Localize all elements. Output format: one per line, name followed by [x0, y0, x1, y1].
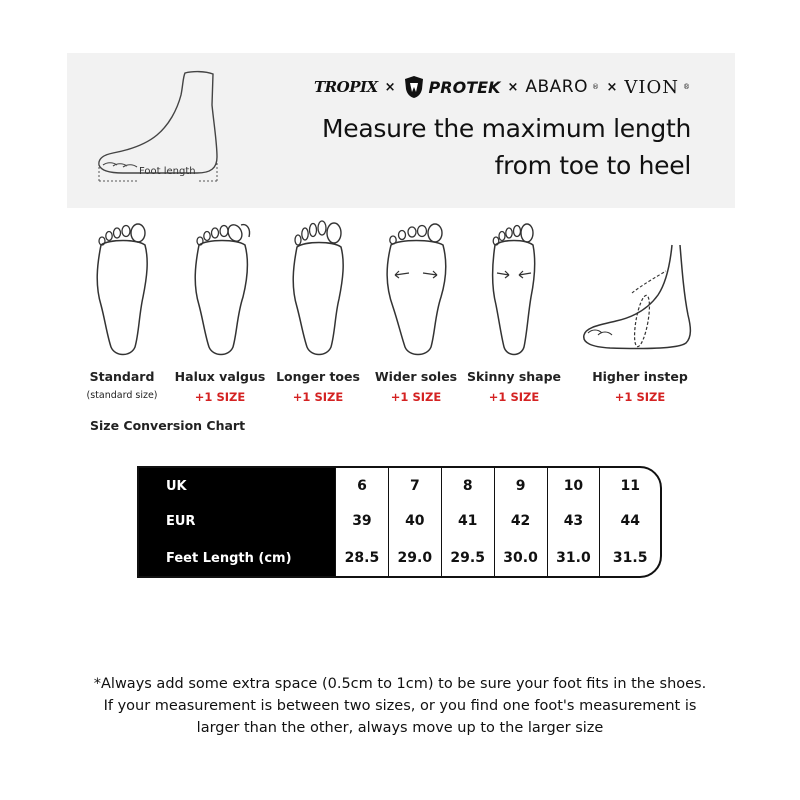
brand-logos [314, 71, 691, 103]
abaro-brand-text: ABARO [525, 77, 588, 97]
protek-brand-text: PROTEK [428, 77, 501, 97]
skinny-shape-foot-icon [479, 215, 549, 360]
row-header: EUR [139, 503, 335, 539]
foot-type-higher-instep [585, 215, 695, 410]
footnote-line-1: *Always add some extra space (0.5cm to 1cm) to be sure your foot fits in the shoes. [93, 676, 707, 692]
foot-type-label: Wider soles [374, 369, 458, 384]
vion-logo [624, 77, 691, 98]
foot-type-label: Skinny shape [466, 369, 562, 384]
brand-separator: × [507, 79, 519, 95]
foot-type-note: (standard size) [86, 390, 158, 401]
table-cell: 44 [599, 503, 660, 539]
foot-type-note: +1 SIZE [292, 390, 344, 404]
table-cell: 31.5 [599, 538, 660, 578]
table-cell: 43 [547, 503, 600, 539]
table-cell: 42 [494, 503, 547, 539]
size-conversion-table [137, 466, 662, 578]
shield-icon [403, 75, 425, 99]
protek-logo [403, 75, 501, 99]
footnote-line-3: larger than the other, always move up to the larger size [196, 720, 604, 736]
table-cell: 29.5 [441, 538, 494, 578]
sizing-footnote [60, 673, 740, 739]
foot-type-note: +1 SIZE [488, 390, 540, 404]
halux-valgus-foot-icon [185, 215, 255, 360]
table-cell: 8 [441, 468, 494, 504]
table-cell: 7 [388, 468, 441, 504]
table-cell: 9 [494, 468, 547, 504]
row-header: UK [139, 468, 335, 504]
wider-soles-foot-icon [381, 215, 451, 360]
longer-toes-foot-icon [283, 215, 353, 360]
table-cell: 6 [335, 468, 388, 504]
foot-type-label: Longer toes [276, 369, 360, 384]
table-row-eur [139, 503, 660, 539]
tropix-brand-text: TROPIX [314, 78, 378, 96]
abaro-logo [525, 77, 599, 97]
vion-brand-text: VION [624, 76, 679, 98]
measurement-panel [67, 53, 735, 208]
table-cell: 31.0 [547, 538, 600, 578]
table-cell: 28.5 [335, 538, 388, 578]
higher-instep-foot-icon [570, 215, 710, 360]
foot-type-halux-valgus [170, 215, 270, 410]
brand-separator: × [606, 79, 618, 95]
table-row-feet-length [139, 538, 660, 578]
table-cell: 41 [441, 503, 494, 539]
row-header: Feet Length (cm) [139, 538, 335, 578]
foot-type-label: Higher instep [592, 369, 688, 384]
foot-type-longer-toes [268, 215, 368, 410]
headline [322, 110, 691, 184]
foot-type-skinny-shape [464, 215, 564, 410]
foot-type-standard [72, 215, 172, 410]
tropix-logo [314, 78, 378, 96]
headline-line-1: Measure the maximum length [322, 114, 691, 143]
foot-type-wider-soles [366, 215, 466, 410]
headline-line-2: from toe to heel [494, 151, 691, 180]
table-cell: 40 [388, 503, 441, 539]
table-cell: 30.0 [494, 538, 547, 578]
table-cell: 10 [547, 468, 600, 504]
table-row-uk [139, 468, 660, 504]
registered-icon: ® [591, 83, 600, 91]
foot-type-label: Standard [89, 369, 155, 384]
table-cell: 29.0 [388, 538, 441, 578]
foot-type-note: +1 SIZE [390, 390, 442, 404]
foot-type-label: Halux valgus [174, 369, 266, 384]
foot-type-note: +1 SIZE [194, 390, 246, 404]
registered-icon: ® [683, 83, 691, 91]
foot-length-label: Foot length [139, 166, 196, 177]
table-cell: 11 [599, 468, 660, 504]
foot-type-guide [80, 215, 720, 415]
foot-type-note: +1 SIZE [614, 390, 666, 404]
footnote-line-2: If your measurement is between two sizes, or you find one foot's measurement is [103, 698, 697, 714]
brand-separator: × [384, 79, 396, 95]
size-chart-title: Size Conversion Chart [90, 418, 246, 433]
table-cell: 39 [335, 503, 388, 539]
standard-foot-icon [87, 215, 157, 360]
